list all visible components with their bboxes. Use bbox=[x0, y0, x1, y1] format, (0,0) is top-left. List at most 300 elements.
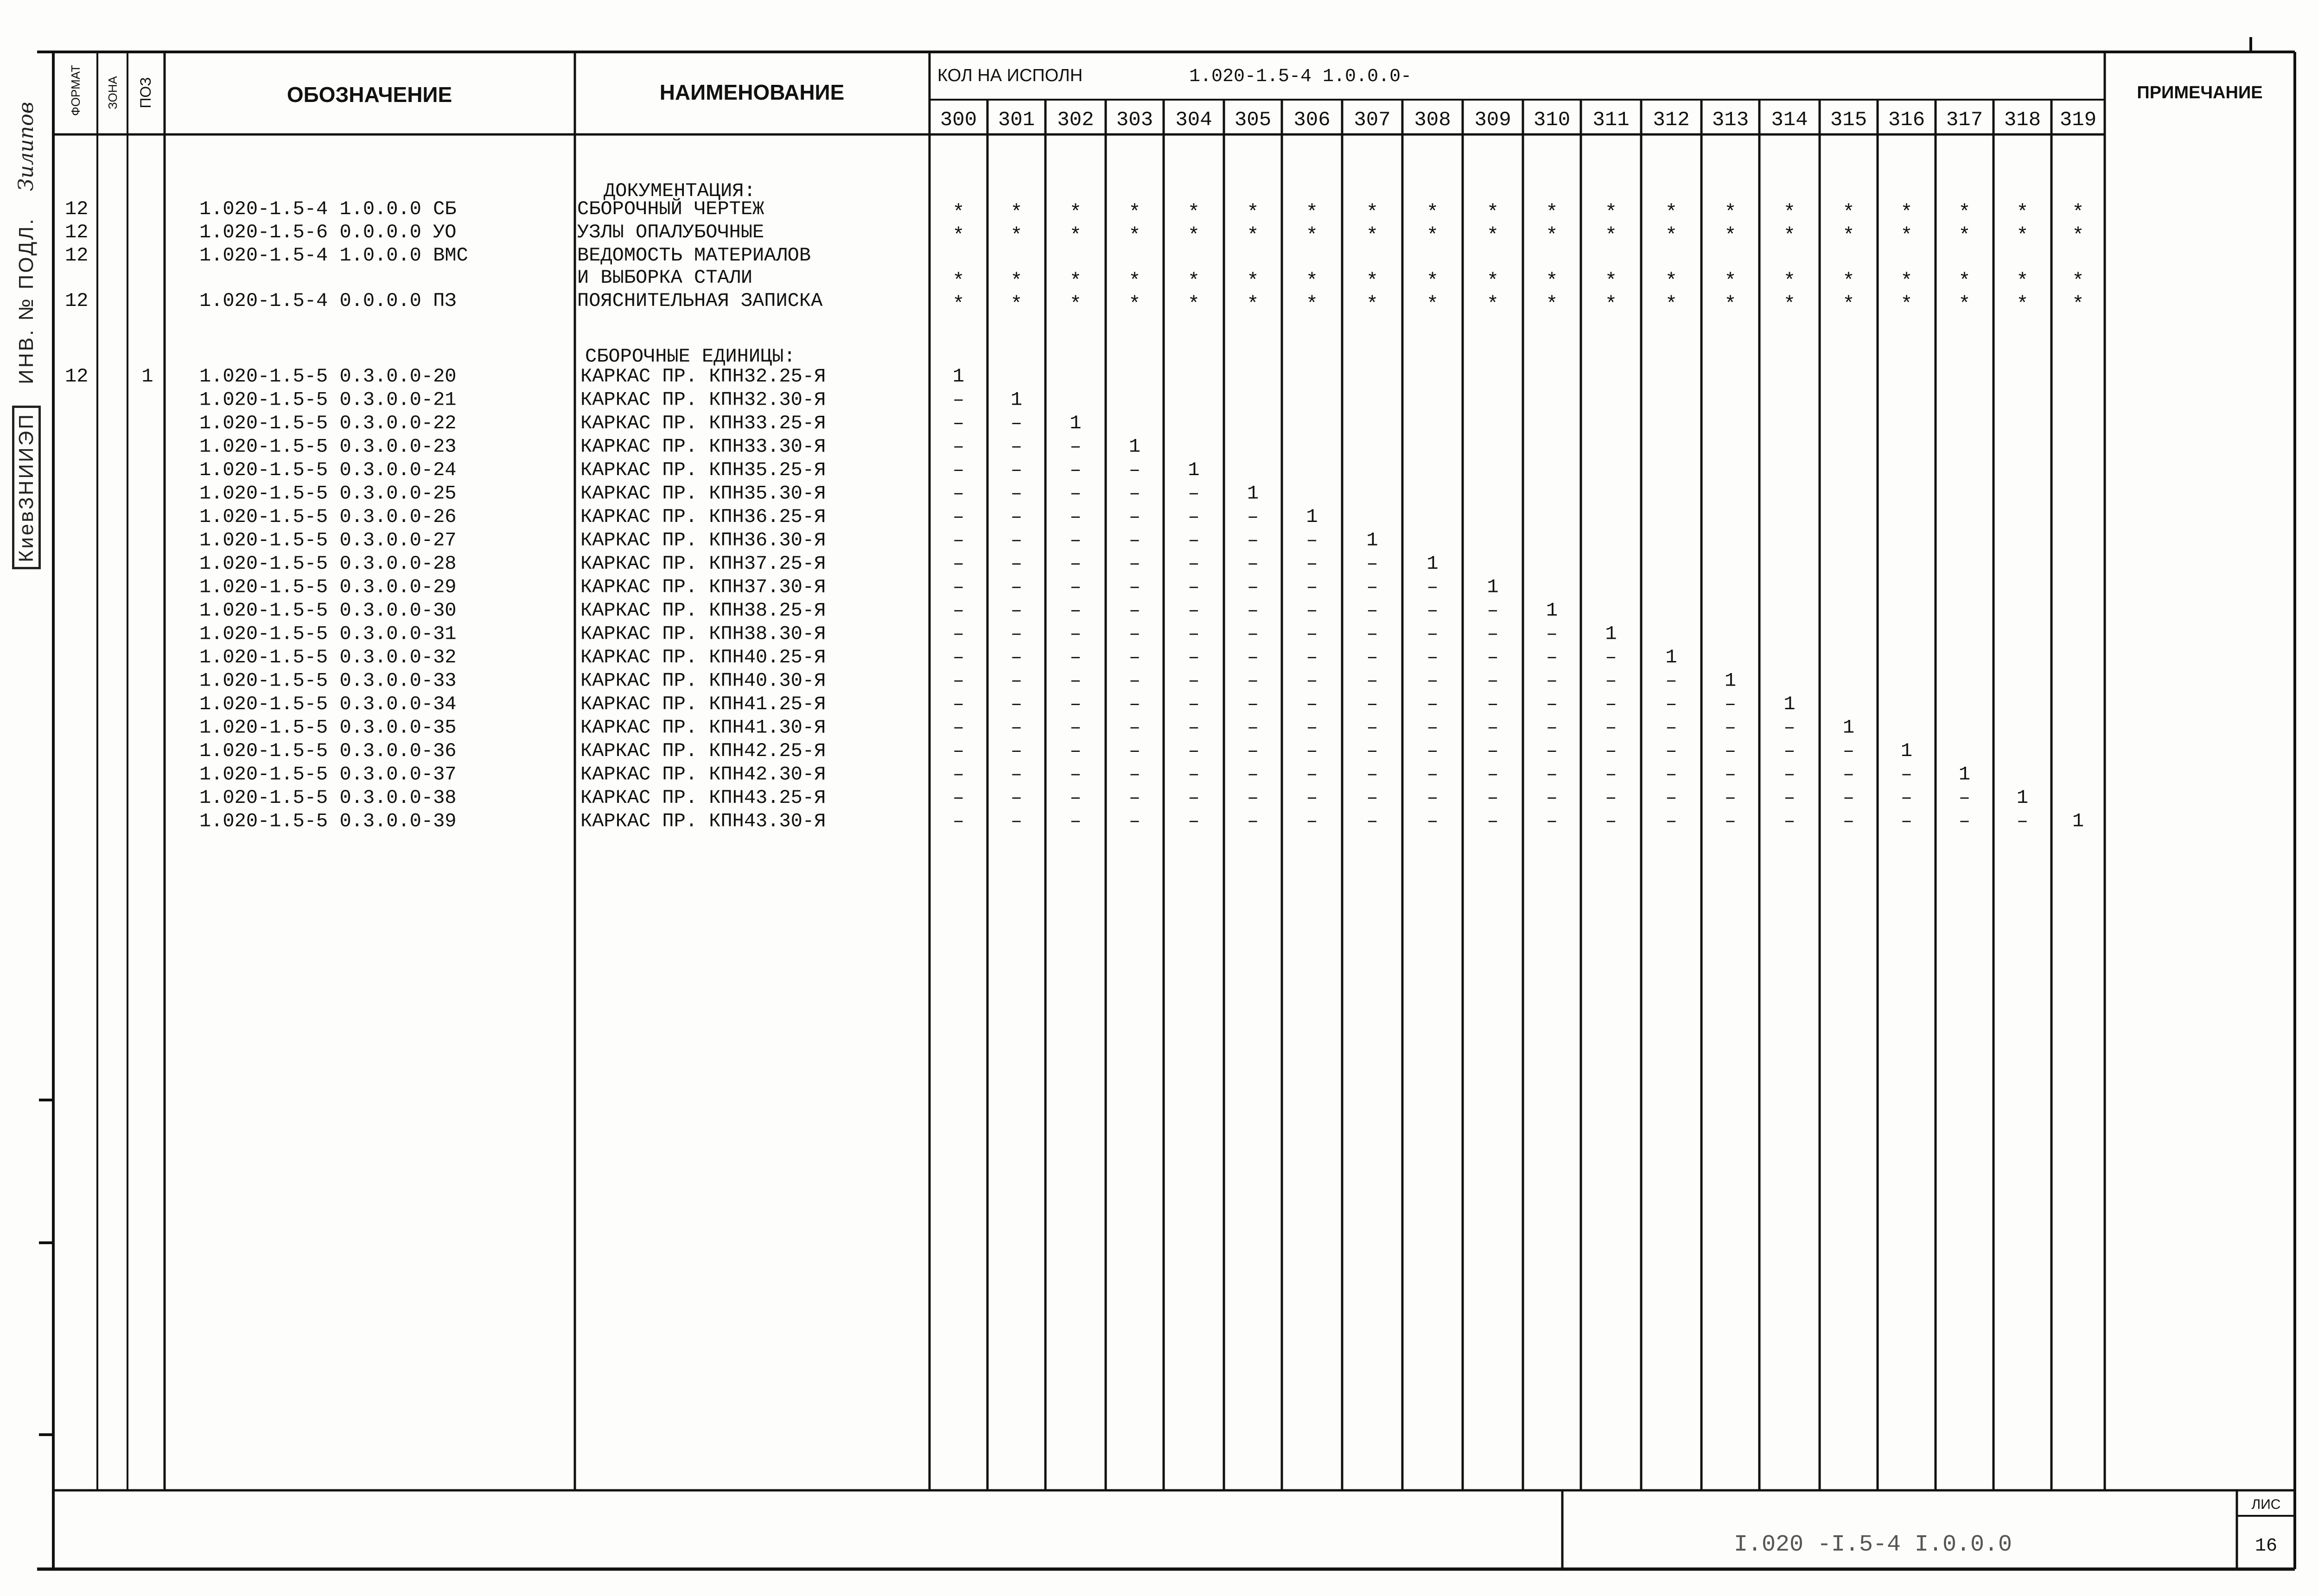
unit-absent-mark: – bbox=[1724, 693, 1737, 715]
name-header: НАИМЕНОВАНИЕ bbox=[659, 80, 845, 104]
unit-absent-mark: – bbox=[1010, 553, 1023, 575]
zone-header: ЗОНА bbox=[106, 76, 120, 109]
unit-absent-mark: – bbox=[1605, 716, 1617, 739]
doc-row-mark: * bbox=[1128, 224, 1141, 248]
doc-row-mark: * bbox=[1900, 293, 1913, 316]
unit-absent-mark: – bbox=[1188, 740, 1200, 762]
doc-row-mark: * bbox=[1724, 201, 1737, 224]
unit-absent-mark: – bbox=[1546, 740, 1558, 762]
unit-row-name: КАРКАС ПР. КПН42.25-Я bbox=[580, 740, 826, 762]
unit-absent-mark: – bbox=[1070, 669, 1082, 692]
unit-position: 1 bbox=[141, 365, 153, 388]
unit-absent-mark: – bbox=[1010, 506, 1023, 528]
documentation-rows bbox=[65, 197, 823, 312]
unit-row-name: КАРКАС ПР. КПН37.30-Я bbox=[580, 576, 826, 598]
doc-row-mark: * bbox=[1128, 270, 1141, 293]
unit-row-name: КАРКАС ПР. КПН40.30-Я bbox=[580, 669, 826, 692]
doc-row-mark: * bbox=[1426, 224, 1439, 248]
unit-absent-mark: – bbox=[1128, 576, 1141, 598]
doc-row-mark: * bbox=[2016, 270, 2029, 293]
unit-absent-mark: – bbox=[952, 599, 965, 622]
unit-row-name: КАРКАС ПР. КПН33.30-Я bbox=[580, 435, 826, 458]
unit-absent-mark: – bbox=[952, 669, 965, 692]
unit-absent-mark: – bbox=[952, 740, 965, 762]
unit-absent-mark: – bbox=[1487, 716, 1499, 739]
doc-row-mark: * bbox=[1305, 201, 1318, 224]
unit-absent-mark: – bbox=[1426, 599, 1439, 622]
doc-row-mark: * bbox=[1366, 224, 1379, 248]
margin-tick bbox=[39, 1433, 54, 1436]
doc-row-mark: * bbox=[2016, 293, 2029, 316]
variant-header-317: 317 bbox=[1946, 108, 1983, 132]
unit-absent-mark: – bbox=[952, 716, 965, 739]
unit-absent-mark: – bbox=[1605, 763, 1617, 786]
doc-row-mark: * bbox=[1247, 270, 1259, 293]
unit-absent-mark: – bbox=[1306, 669, 1318, 692]
unit-absent-mark: – bbox=[1128, 623, 1141, 645]
unit-absent-mark: – bbox=[1247, 740, 1259, 762]
variant-header-301: 301 bbox=[998, 108, 1035, 132]
unit-row-designation: 1.020-1.5-5 0.3.0.0-36 bbox=[199, 740, 457, 762]
designation-header: ОБОЗНАЧЕНИЕ bbox=[287, 83, 452, 107]
unit-absent-mark: – bbox=[1128, 506, 1141, 528]
doc-row-mark: * bbox=[1842, 201, 1855, 224]
doc-row-mark: * bbox=[1128, 201, 1141, 224]
unit-absent-mark: – bbox=[1546, 787, 1558, 809]
doc-row-mark: * bbox=[1426, 270, 1439, 293]
unit-qty-mark: 1 bbox=[1724, 669, 1737, 692]
unit-absent-mark: – bbox=[1010, 693, 1023, 715]
assembly-unit-rows bbox=[65, 365, 826, 833]
unit-qty-mark: 1 bbox=[1958, 763, 1971, 786]
doc-row-mark: * bbox=[1958, 270, 1971, 293]
sheet-number: 16 bbox=[2254, 1536, 2278, 1557]
doc-row-mark: * bbox=[1366, 201, 1379, 224]
unit-absent-mark: – bbox=[1188, 623, 1200, 645]
unit-absent-mark: – bbox=[1426, 693, 1439, 715]
sheet-label: ЛИС bbox=[2251, 1497, 2281, 1512]
unit-absent-mark: – bbox=[1070, 646, 1082, 668]
docs-section-title: ДОКУМЕНТАЦИЯ: bbox=[604, 180, 756, 202]
unit-absent-mark: – bbox=[1306, 623, 1318, 645]
doc-row-mark: * bbox=[1958, 201, 1971, 224]
unit-format: 12 bbox=[65, 365, 89, 388]
variant-header-300: 300 bbox=[940, 108, 977, 132]
doc-row-mark: * bbox=[1900, 270, 1913, 293]
unit-absent-mark: – bbox=[1366, 576, 1378, 598]
unit-absent-mark: – bbox=[1546, 716, 1558, 739]
doc-row-designation: 1.020-1.5-6 0.0.0.0 УО bbox=[199, 221, 457, 243]
doc-row-mark: * bbox=[1426, 293, 1439, 316]
doc-row-designation: 1.020-1.5-4 1.0.0.0 ВМС bbox=[199, 244, 468, 267]
unit-row-name: КАРКАС ПР. КПН38.25-Я bbox=[580, 599, 826, 622]
doc-row-mark: * bbox=[1247, 293, 1259, 316]
unit-absent-mark: – bbox=[1665, 716, 1677, 739]
doc-row-mark: * bbox=[1665, 224, 1678, 248]
unit-absent-mark: – bbox=[952, 576, 965, 598]
unit-absent-mark: – bbox=[1366, 716, 1378, 739]
doc-row-format: 12 bbox=[65, 244, 89, 267]
note-header: ПРИМЕЧАНИЕ bbox=[2137, 83, 2263, 102]
unit-row-name: КАРКАС ПР. КПН40.25-Я bbox=[580, 646, 826, 668]
unit-qty-mark: 1 bbox=[1487, 576, 1499, 598]
doc-row-mark: * bbox=[1842, 293, 1855, 316]
unit-absent-mark: – bbox=[1188, 763, 1200, 786]
unit-absent-mark: – bbox=[1010, 529, 1023, 552]
doc-row-mark: * bbox=[1900, 224, 1913, 248]
unit-absent-mark: – bbox=[1366, 693, 1378, 715]
doc-row-mark: * bbox=[1546, 224, 1558, 248]
unit-absent-mark: – bbox=[1247, 646, 1259, 668]
unit-absent-mark: – bbox=[1665, 787, 1677, 809]
doc-row-mark: * bbox=[2072, 293, 2084, 316]
doc-row-mark: * bbox=[1486, 270, 1499, 293]
doc-row-name: УЗЛЫ ОПАЛУБОЧНЫЕ bbox=[577, 221, 764, 243]
unit-absent-mark: – bbox=[1366, 599, 1378, 622]
unit-qty-mark: 1 bbox=[1247, 482, 1259, 505]
unit-absent-mark: – bbox=[1010, 763, 1023, 786]
units-section-title: СБОРОЧНЫЕ ЕДИНИЦЫ: bbox=[585, 345, 796, 368]
unit-absent-mark: – bbox=[1128, 669, 1141, 692]
unit-absent-mark: – bbox=[1247, 693, 1259, 715]
doc-row-mark: * bbox=[1546, 293, 1558, 316]
unit-row-designation: 1.020-1.5-5 0.3.0.0-34 bbox=[199, 693, 457, 715]
variant-header-303: 303 bbox=[1116, 108, 1153, 132]
unit-absent-mark: – bbox=[1070, 576, 1082, 598]
unit-absent-mark: – bbox=[1900, 763, 1913, 786]
unit-qty-mark: 1 bbox=[1306, 506, 1318, 528]
unit-absent-mark: – bbox=[1247, 599, 1259, 622]
unit-absent-mark: – bbox=[1783, 763, 1796, 786]
doc-row-mark: * bbox=[1783, 201, 1796, 224]
doc-row-name: ВЕДОМОСТЬ МАТЕРИАЛОВ bbox=[577, 244, 811, 267]
doc-row-mark: * bbox=[1426, 201, 1439, 224]
variant-header-307: 307 bbox=[1354, 108, 1391, 132]
unit-absent-mark: – bbox=[1247, 506, 1259, 528]
unit-absent-mark: – bbox=[1070, 623, 1082, 645]
unit-row-designation: 1.020-1.5-5 0.3.0.0-24 bbox=[199, 459, 457, 481]
unit-absent-mark: – bbox=[952, 482, 965, 505]
doc-row-mark: * bbox=[2072, 201, 2084, 224]
unit-absent-mark: – bbox=[1842, 810, 1855, 833]
unit-absent-mark: – bbox=[1842, 787, 1855, 809]
doc-row-mark: * bbox=[1486, 224, 1499, 248]
doc-row-mark: * bbox=[2016, 224, 2029, 248]
doc-row-mark: * bbox=[1665, 270, 1678, 293]
unit-absent-mark: – bbox=[1070, 482, 1082, 505]
unit-absent-mark: – bbox=[1010, 623, 1023, 645]
unit-row-name: КАРКАС ПР. КПН37.25-Я bbox=[580, 553, 826, 575]
unit-qty-mark: 1 bbox=[1128, 435, 1141, 458]
pos-header: ПОЗ bbox=[137, 77, 154, 108]
unit-absent-mark: – bbox=[1128, 787, 1141, 809]
unit-absent-mark: – bbox=[1010, 787, 1023, 809]
unit-absent-mark: – bbox=[952, 787, 965, 809]
unit-absent-mark: – bbox=[1306, 553, 1318, 575]
unit-absent-mark: – bbox=[1546, 623, 1558, 645]
unit-absent-mark: – bbox=[1605, 787, 1617, 809]
unit-absent-mark: – bbox=[1426, 646, 1439, 668]
unit-absent-mark: – bbox=[2016, 810, 2029, 833]
unit-absent-mark: – bbox=[1783, 740, 1796, 762]
doc-row-mark: * bbox=[1128, 293, 1141, 316]
unit-absent-mark: – bbox=[1426, 763, 1439, 786]
unit-absent-mark: – bbox=[1128, 693, 1141, 715]
unit-absent-mark: – bbox=[1605, 740, 1617, 762]
unit-absent-mark: – bbox=[1665, 763, 1677, 786]
variant-header-302: 302 bbox=[1057, 108, 1094, 132]
qty-header-label: КОЛ НА ИСПОЛН bbox=[937, 66, 1083, 85]
document-code: I.020 -I.5-4 I.0.0.0 bbox=[1733, 1532, 2012, 1558]
unit-absent-mark: – bbox=[1724, 787, 1737, 809]
unit-absent-mark: – bbox=[1188, 716, 1200, 739]
unit-row-name: КАРКАС ПР. КПН36.30-Я bbox=[580, 529, 826, 552]
unit-absent-mark: – bbox=[1128, 810, 1141, 833]
doc-row-mark: * bbox=[1187, 201, 1200, 224]
unit-absent-mark: – bbox=[1010, 435, 1023, 458]
unit-absent-mark: – bbox=[1306, 763, 1318, 786]
doc-row-mark: * bbox=[1605, 293, 1618, 316]
unit-absent-mark: – bbox=[1426, 623, 1439, 645]
doc-row-mark: * bbox=[1958, 293, 1971, 316]
unit-row-name: КАРКАС ПР. КПН41.25-Я bbox=[580, 693, 826, 715]
unit-absent-mark: – bbox=[1188, 553, 1200, 575]
unit-absent-mark: – bbox=[1247, 623, 1259, 645]
unit-absent-mark: – bbox=[1724, 740, 1737, 762]
unit-absent-mark: – bbox=[1487, 763, 1499, 786]
doc-row-mark: * bbox=[1247, 201, 1259, 224]
doc-row-mark: * bbox=[1010, 224, 1023, 248]
variant-header-305: 305 bbox=[1234, 108, 1272, 132]
unit-absent-mark: – bbox=[1783, 787, 1796, 809]
unit-absent-mark: – bbox=[1306, 693, 1318, 715]
unit-absent-mark: – bbox=[1070, 693, 1082, 715]
unit-absent-mark: – bbox=[1426, 740, 1439, 762]
doc-row-mark: * bbox=[1665, 293, 1678, 316]
unit-qty-mark: 1 bbox=[1605, 623, 1617, 645]
unit-absent-mark: – bbox=[1128, 646, 1141, 668]
doc-row-mark: * bbox=[1305, 270, 1318, 293]
unit-absent-mark: – bbox=[1070, 740, 1082, 762]
variant-header-313: 313 bbox=[1712, 108, 1749, 132]
unit-row-name: КАРКАС ПР. КПН42.30-Я bbox=[580, 763, 826, 786]
unit-row-designation: 1.020-1.5-5 0.3.0.0-29 bbox=[199, 576, 457, 598]
unit-absent-mark: – bbox=[952, 459, 965, 481]
unit-absent-mark: – bbox=[1306, 810, 1318, 833]
unit-row-designation: 1.020-1.5-5 0.3.0.0-37 bbox=[199, 763, 457, 786]
unit-absent-mark: – bbox=[1010, 576, 1023, 598]
unit-absent-mark: – bbox=[952, 506, 965, 528]
unit-absent-mark: – bbox=[952, 388, 965, 411]
unit-absent-mark: – bbox=[1010, 599, 1023, 622]
unit-absent-mark: – bbox=[1188, 693, 1200, 715]
unit-absent-mark: – bbox=[1247, 529, 1259, 552]
unit-absent-mark: – bbox=[1783, 716, 1796, 739]
unit-absent-mark: – bbox=[1605, 646, 1617, 668]
unit-absent-mark: – bbox=[1070, 529, 1082, 552]
unit-row-name: КАРКАС ПР. КПН35.25-Я bbox=[580, 459, 826, 481]
unit-absent-mark: – bbox=[1128, 553, 1141, 575]
unit-absent-mark: – bbox=[1306, 529, 1318, 552]
unit-absent-mark: – bbox=[1958, 810, 1971, 833]
unit-absent-mark: – bbox=[1070, 435, 1082, 458]
doc-row-name: ПОЯСНИТЕЛЬНАЯ ЗАПИСКА bbox=[577, 290, 823, 312]
doc-row-mark: * bbox=[1546, 270, 1558, 293]
doc-row-mark: * bbox=[1069, 270, 1082, 293]
unit-absent-mark: – bbox=[1366, 646, 1378, 668]
doc-row-mark: * bbox=[1842, 270, 1855, 293]
unit-absent-mark: – bbox=[1605, 693, 1617, 715]
unit-absent-mark: – bbox=[1188, 669, 1200, 692]
unit-absent-mark: – bbox=[1010, 412, 1023, 434]
unit-absent-mark: – bbox=[1426, 716, 1439, 739]
unit-absent-mark: – bbox=[1070, 506, 1082, 528]
unit-absent-mark: – bbox=[952, 553, 965, 575]
doc-row-mark: * bbox=[1010, 293, 1023, 316]
unit-absent-mark: – bbox=[1724, 810, 1737, 833]
unit-absent-mark: – bbox=[1070, 459, 1082, 481]
unit-qty-mark: 1 bbox=[952, 365, 965, 388]
unit-row-designation: 1.020-1.5-5 0.3.0.0-20 bbox=[199, 365, 457, 388]
unit-row-designation: 1.020-1.5-5 0.3.0.0-28 bbox=[199, 553, 457, 575]
doc-row-mark: * bbox=[1305, 293, 1318, 316]
unit-qty-mark: 1 bbox=[1426, 553, 1439, 575]
unit-row-designation: 1.020-1.5-5 0.3.0.0-32 bbox=[199, 646, 457, 668]
assembly-unit-marks bbox=[953, 365, 2084, 833]
unit-absent-mark: – bbox=[1010, 669, 1023, 692]
doc-row-mark: * bbox=[1546, 201, 1558, 224]
unit-absent-mark: – bbox=[1128, 482, 1141, 505]
variant-header-309: 309 bbox=[1474, 108, 1511, 132]
unit-absent-mark: – bbox=[1487, 693, 1499, 715]
unit-absent-mark: – bbox=[1546, 646, 1558, 668]
margin-tick bbox=[39, 1099, 54, 1101]
doc-row-mark: * bbox=[1783, 293, 1796, 316]
unit-absent-mark: – bbox=[1188, 482, 1200, 505]
unit-absent-mark: – bbox=[1487, 810, 1499, 833]
doc-row-mark: * bbox=[1187, 224, 1200, 248]
doc-row-mark: * bbox=[1366, 270, 1379, 293]
unit-absent-mark: – bbox=[1487, 623, 1499, 645]
unit-absent-mark: – bbox=[952, 435, 965, 458]
unit-absent-mark: – bbox=[1188, 787, 1200, 809]
unit-absent-mark: – bbox=[1128, 529, 1141, 552]
unit-qty-mark: 1 bbox=[1900, 740, 1913, 762]
unit-absent-mark: – bbox=[1546, 810, 1558, 833]
unit-absent-mark: – bbox=[1487, 669, 1499, 692]
variant-headers bbox=[940, 108, 2096, 132]
unit-absent-mark: – bbox=[1188, 529, 1200, 552]
unit-absent-mark: – bbox=[1665, 740, 1677, 762]
unit-absent-mark: – bbox=[1306, 716, 1318, 739]
unit-absent-mark: – bbox=[1366, 740, 1378, 762]
doc-row-name: СБОРОЧНЫЙ ЧЕРТЕЖ bbox=[577, 198, 764, 220]
unit-absent-mark: – bbox=[1605, 669, 1617, 692]
doc-row-mark: * bbox=[1724, 293, 1737, 316]
unit-absent-mark: – bbox=[1010, 810, 1023, 833]
doc-row-mark: * bbox=[1605, 201, 1618, 224]
unit-absent-mark: – bbox=[1306, 740, 1318, 762]
unit-qty-mark: 1 bbox=[1366, 529, 1378, 552]
unit-qty-mark: 1 bbox=[1842, 716, 1855, 739]
unit-absent-mark: – bbox=[1426, 669, 1439, 692]
doc-row-mark: * bbox=[1187, 293, 1200, 316]
unit-absent-mark: – bbox=[1426, 576, 1439, 598]
unit-absent-mark: – bbox=[1070, 716, 1082, 739]
unit-absent-mark: – bbox=[1247, 576, 1259, 598]
unit-absent-mark: – bbox=[1247, 787, 1259, 809]
unit-absent-mark: – bbox=[1010, 459, 1023, 481]
doc-row-mark: * bbox=[1605, 224, 1618, 248]
unit-absent-mark: – bbox=[1665, 669, 1677, 692]
variant-column-lines bbox=[987, 100, 2051, 1490]
doc-row-designation: 1.020-1.5-4 0.0.0.0 ПЗ bbox=[199, 290, 457, 312]
unit-absent-mark: – bbox=[1070, 787, 1082, 809]
variant-header-304: 304 bbox=[1175, 108, 1212, 132]
doc-row-format: 12 bbox=[65, 290, 89, 312]
unit-row-designation: 1.020-1.5-5 0.3.0.0-31 bbox=[199, 623, 457, 645]
unit-absent-mark: – bbox=[1546, 669, 1558, 692]
unit-absent-mark: – bbox=[1188, 506, 1200, 528]
documentation-marks bbox=[952, 201, 2084, 316]
margin-tick bbox=[39, 1241, 54, 1244]
unit-absent-mark: – bbox=[1306, 576, 1318, 598]
unit-row-designation: 1.020-1.5-5 0.3.0.0-33 bbox=[199, 669, 457, 692]
unit-qty-mark: 1 bbox=[1010, 388, 1023, 411]
doc-row-mark: * bbox=[2016, 201, 2029, 224]
signature-handwritten: Зилипов bbox=[14, 102, 38, 191]
doc-row-mark: * bbox=[2072, 270, 2084, 293]
unit-absent-mark: – bbox=[1306, 646, 1318, 668]
unit-row-name: КАРКАС ПР. КПН43.25-Я bbox=[580, 787, 826, 809]
doc-row-mark: * bbox=[1724, 224, 1737, 248]
variant-header-318: 318 bbox=[2004, 108, 2041, 132]
unit-absent-mark: – bbox=[952, 646, 965, 668]
unit-absent-mark: – bbox=[1900, 810, 1913, 833]
inventory-stamp: ИНВ. № ПОДЛ. bbox=[15, 217, 38, 384]
unit-absent-mark: – bbox=[1366, 763, 1378, 786]
unit-absent-mark: – bbox=[1010, 740, 1023, 762]
unit-absent-mark: – bbox=[1426, 787, 1439, 809]
unit-row-designation: 1.020-1.5-5 0.3.0.0-25 bbox=[199, 482, 457, 505]
unit-absent-mark: – bbox=[1247, 810, 1259, 833]
doc-row-mark: * bbox=[1305, 224, 1318, 248]
unit-absent-mark: – bbox=[1724, 763, 1737, 786]
unit-absent-mark: – bbox=[1366, 669, 1378, 692]
unit-absent-mark: – bbox=[1605, 810, 1617, 833]
unit-absent-mark: – bbox=[952, 623, 965, 645]
doc-row-mark: * bbox=[1010, 270, 1023, 293]
unit-qty-mark: 1 bbox=[1783, 693, 1796, 715]
doc-row-mark: * bbox=[1783, 224, 1796, 248]
unit-absent-mark: – bbox=[1306, 599, 1318, 622]
unit-row-name: КАРКАС ПР. КПН32.25-Я bbox=[580, 365, 826, 388]
unit-absent-mark: – bbox=[1188, 576, 1200, 598]
unit-absent-mark: – bbox=[1842, 763, 1855, 786]
doc-row-mark: * bbox=[1900, 201, 1913, 224]
unit-absent-mark: – bbox=[1128, 763, 1141, 786]
unit-absent-mark: – bbox=[1070, 599, 1082, 622]
variant-header-319: 319 bbox=[2059, 108, 2097, 132]
unit-absent-mark: – bbox=[1724, 716, 1737, 739]
unit-absent-mark: – bbox=[1247, 553, 1259, 575]
unit-absent-mark: – bbox=[1842, 740, 1855, 762]
unit-absent-mark: – bbox=[1306, 787, 1318, 809]
doc-row-mark: * bbox=[1187, 270, 1200, 293]
doc-row-mark: * bbox=[1724, 270, 1737, 293]
unit-absent-mark: – bbox=[1665, 810, 1677, 833]
variant-header-315: 315 bbox=[1830, 108, 1867, 132]
